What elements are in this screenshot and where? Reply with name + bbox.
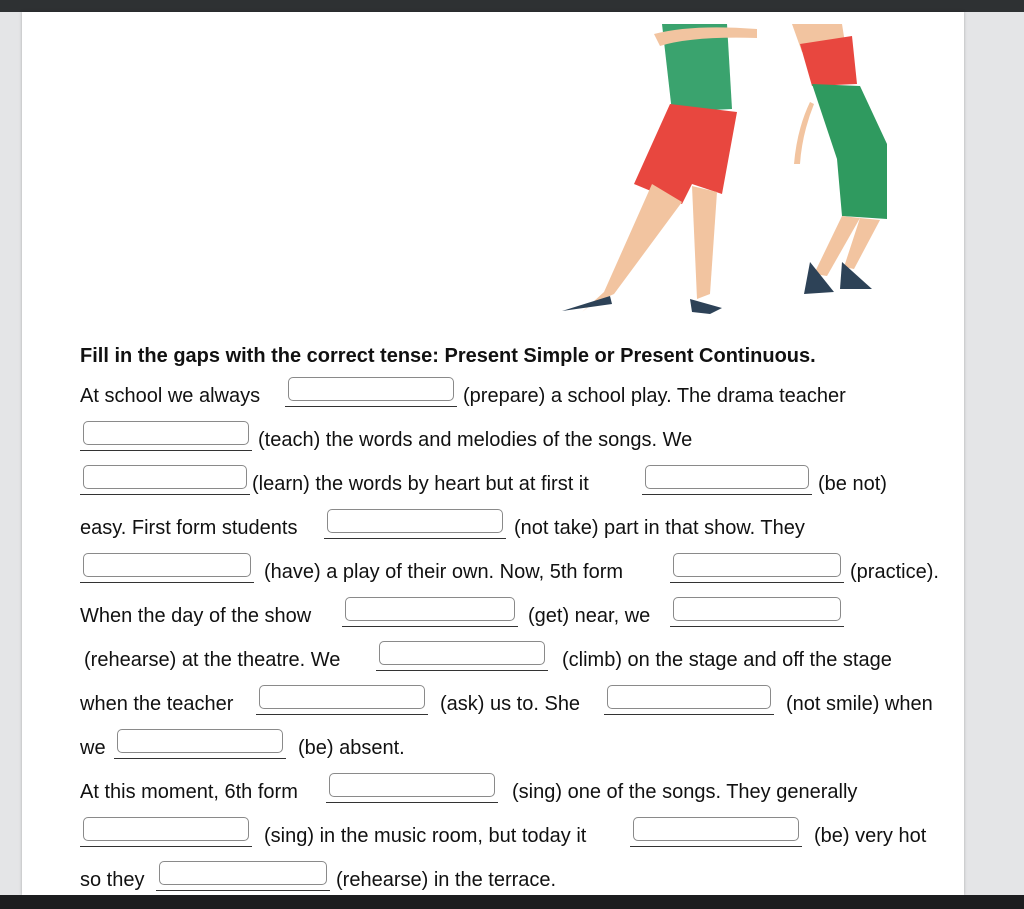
dancing-couple-illustration — [542, 24, 902, 324]
top-bar — [0, 0, 1024, 12]
answer-gap[interactable] — [80, 428, 252, 451]
line-text: At this moment, 6th form — [80, 781, 298, 803]
line-text: (sing) one of the songs. They generally — [512, 781, 858, 803]
line-text: (rehearse) at the theatre. We — [84, 649, 341, 671]
line-text: when the teacher — [80, 693, 234, 715]
answer-gap[interactable] — [670, 560, 844, 583]
line-text: (not smile) when — [786, 693, 933, 715]
answer-gap[interactable] — [642, 472, 812, 495]
line-text: easy. First form students — [80, 517, 298, 539]
line-text: (ask) us to. She — [440, 693, 581, 715]
line-text: (get) near, we — [528, 605, 651, 627]
answer-input[interactable] — [83, 421, 249, 445]
answer-gap[interactable] — [342, 604, 518, 627]
answer-input[interactable] — [83, 553, 251, 577]
answer-gap[interactable] — [376, 648, 548, 671]
answer-gap[interactable] — [114, 736, 286, 759]
answer-input[interactable] — [345, 597, 515, 621]
answer-gap[interactable] — [324, 516, 506, 539]
line-text: When the day of the show — [80, 605, 312, 627]
answer-gap[interactable] — [80, 560, 254, 583]
answer-input[interactable] — [379, 641, 545, 665]
bottom-bar — [0, 895, 1024, 909]
line-text: (be) absent. — [298, 737, 405, 759]
answer-input[interactable] — [607, 685, 771, 709]
answer-gap[interactable] — [285, 384, 457, 407]
worksheet-title: Fill in the gaps with the correct tense: Present Simple or Present Continuous. — [80, 345, 816, 367]
answer-gap[interactable] — [80, 824, 252, 847]
answer-input[interactable] — [673, 597, 841, 621]
answer-input[interactable] — [259, 685, 425, 709]
line-text: (sing) in the music room, but today it — [264, 825, 587, 847]
answer-gap[interactable] — [156, 868, 330, 891]
answer-input[interactable] — [117, 729, 283, 753]
line-text: At school we always — [80, 385, 261, 407]
answer-input[interactable] — [673, 553, 841, 577]
answer-gap[interactable] — [256, 692, 428, 715]
answer-gap[interactable] — [630, 824, 802, 847]
line-text: (practice). — [850, 561, 939, 583]
worksheet-page — [22, 12, 964, 895]
answer-input[interactable] — [329, 773, 495, 797]
answer-input[interactable] — [83, 465, 247, 489]
line-text: (prepare) a school play. The drama teacher — [463, 385, 846, 407]
line-text: (not take) part in that show. They — [514, 517, 805, 539]
answer-gap[interactable] — [670, 604, 844, 627]
line-text: we — [80, 737, 106, 759]
answer-gap[interactable] — [326, 780, 498, 803]
line-text: so they — [80, 869, 145, 891]
answer-input[interactable] — [159, 861, 327, 885]
answer-gap[interactable] — [604, 692, 774, 715]
line-text: (have) a play of their own. Now, 5th form — [264, 561, 624, 583]
line-text: (teach) the words and melodies of the songs. We — [258, 429, 693, 451]
answer-gap[interactable] — [80, 472, 250, 495]
line-text: (climb) on the stage and off the stage — [562, 649, 892, 671]
answer-input[interactable] — [645, 465, 809, 489]
line-text: (be) very hot — [814, 825, 927, 847]
answer-input[interactable] — [633, 817, 799, 841]
answer-input[interactable] — [327, 509, 503, 533]
line-text: (be not) — [818, 473, 887, 495]
answer-input[interactable] — [83, 817, 249, 841]
line-text: (learn) the words by heart but at first it — [252, 473, 589, 495]
line-text: (rehearse) in the terrace. — [336, 869, 557, 891]
answer-input[interactable] — [288, 377, 454, 401]
